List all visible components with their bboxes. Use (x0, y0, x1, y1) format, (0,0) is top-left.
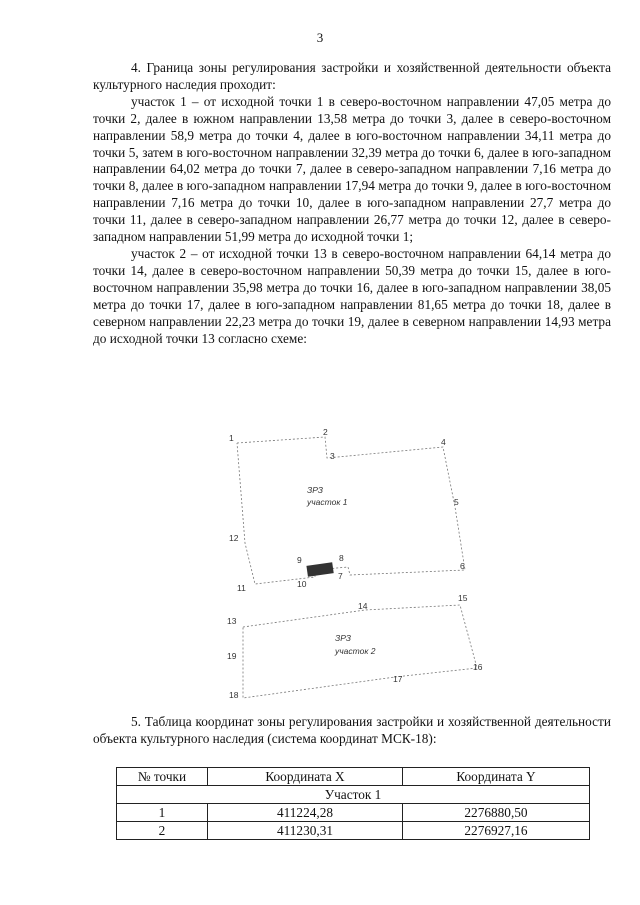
point-label: 8 (339, 553, 344, 563)
point-label: 9 (297, 555, 302, 565)
zone-label-1: ЗРЗ (307, 485, 323, 495)
cell-y: 2276927,16 (403, 822, 590, 840)
header-coordinate-x: Координата X (208, 768, 403, 786)
point-label: 18 (229, 690, 239, 700)
header-point-number: № точки (117, 768, 208, 786)
boundary-scheme (215, 425, 495, 703)
point-label: 10 (297, 579, 307, 589)
point-label: 3 (330, 451, 335, 461)
point-label: 7 (338, 571, 343, 581)
plot-2-description: участок 2 – от исходной точки 13 в северо-восточном направлении 64,14 метра до точки 14, далее в северо-восточном направлении 50,39 метра до точки 15, далее в юго-восточном направлении 35,98 метра до точки 16, далее в юго-западном направлении 38,05 метра до точки 17, далее в юго-западном направлении 81,65 метра до точки 18, далее в северном направлении 22,23 метра до точки 19, далее в северном направлении 14,93 метра до исходной точки 13 согласно схеме: (93, 245, 611, 346)
cell-point: 2 (117, 822, 208, 840)
point-label: 13 (227, 616, 237, 626)
point-label: 4 (441, 437, 446, 447)
heritage-object-marker (306, 562, 333, 577)
table-row (117, 804, 590, 822)
table-row (117, 822, 590, 840)
point-label: 15 (458, 593, 468, 603)
cell-point: 1 (117, 804, 208, 822)
cell-x: 411230,31 (208, 822, 403, 840)
coordinates-table (116, 767, 590, 840)
point-label: 11 (237, 583, 246, 593)
section-4 (93, 60, 611, 347)
plot-label-1: участок 1 (307, 497, 348, 507)
section-4-heading: 4. Граница зоны регулирования застройки и хозяйственной деятельности объекта культурного наследия проходит: (93, 60, 611, 92)
section-5-heading: 5. Таблица координат зоны регулирования застройки и хозяйственной деятельности объекта культурного наследия (система координат МСК-18): (93, 714, 611, 746)
table-header-row (117, 768, 590, 786)
point-label: 2 (323, 427, 328, 437)
plot-1-description: участок 1 – от исходной точки 1 в северо-восточном направлении 47,05 метра до точки 2, далее в южном направлении 13,58 метра до точки 3, далее в северо-восточном направлении 58,9 метра до точки 4, далее в юго-восточном направлении 34,11 метра до точки 5, затем в юго-восточном направлении 32,39 метра до точки 6, далее в юго-западном направлении 64,02 метра до точки 7, далее в северо-западном направлении 7,16 метра до точки 8, далее в юго-западном направлении 17,94 метра до точки 9, далее в юго-восточном направлении 7,16 метра до точки 10, далее в юго-западном направлении 27,7 метра до точки 11, далее в северо-западном направлении 26,77 метра до точки 12, далее в северо-западном направлении 51,99 метра до исходной точки 1; (93, 93, 611, 245)
point-label: 16 (473, 662, 483, 672)
cell-y: 2276880,50 (403, 804, 590, 822)
group-plot-1: Участок 1 (117, 786, 590, 804)
page-number: 3 (316, 30, 324, 45)
plot-1-boundary (237, 437, 465, 584)
point-label: 5 (454, 497, 459, 507)
section-5 (93, 714, 611, 748)
plot-label-2: участок 2 (335, 646, 376, 656)
table-group-row (117, 786, 590, 804)
cell-x: 411224,28 (208, 804, 403, 822)
point-label: 19 (227, 651, 237, 661)
point-label: 17 (393, 674, 403, 684)
point-label: 6 (460, 561, 465, 571)
header-coordinate-y: Координата Y (403, 768, 590, 786)
zone-label-2: ЗРЗ (335, 633, 351, 643)
point-label: 14 (358, 601, 368, 611)
point-label: 1 (229, 433, 234, 443)
point-label: 12 (229, 533, 239, 543)
